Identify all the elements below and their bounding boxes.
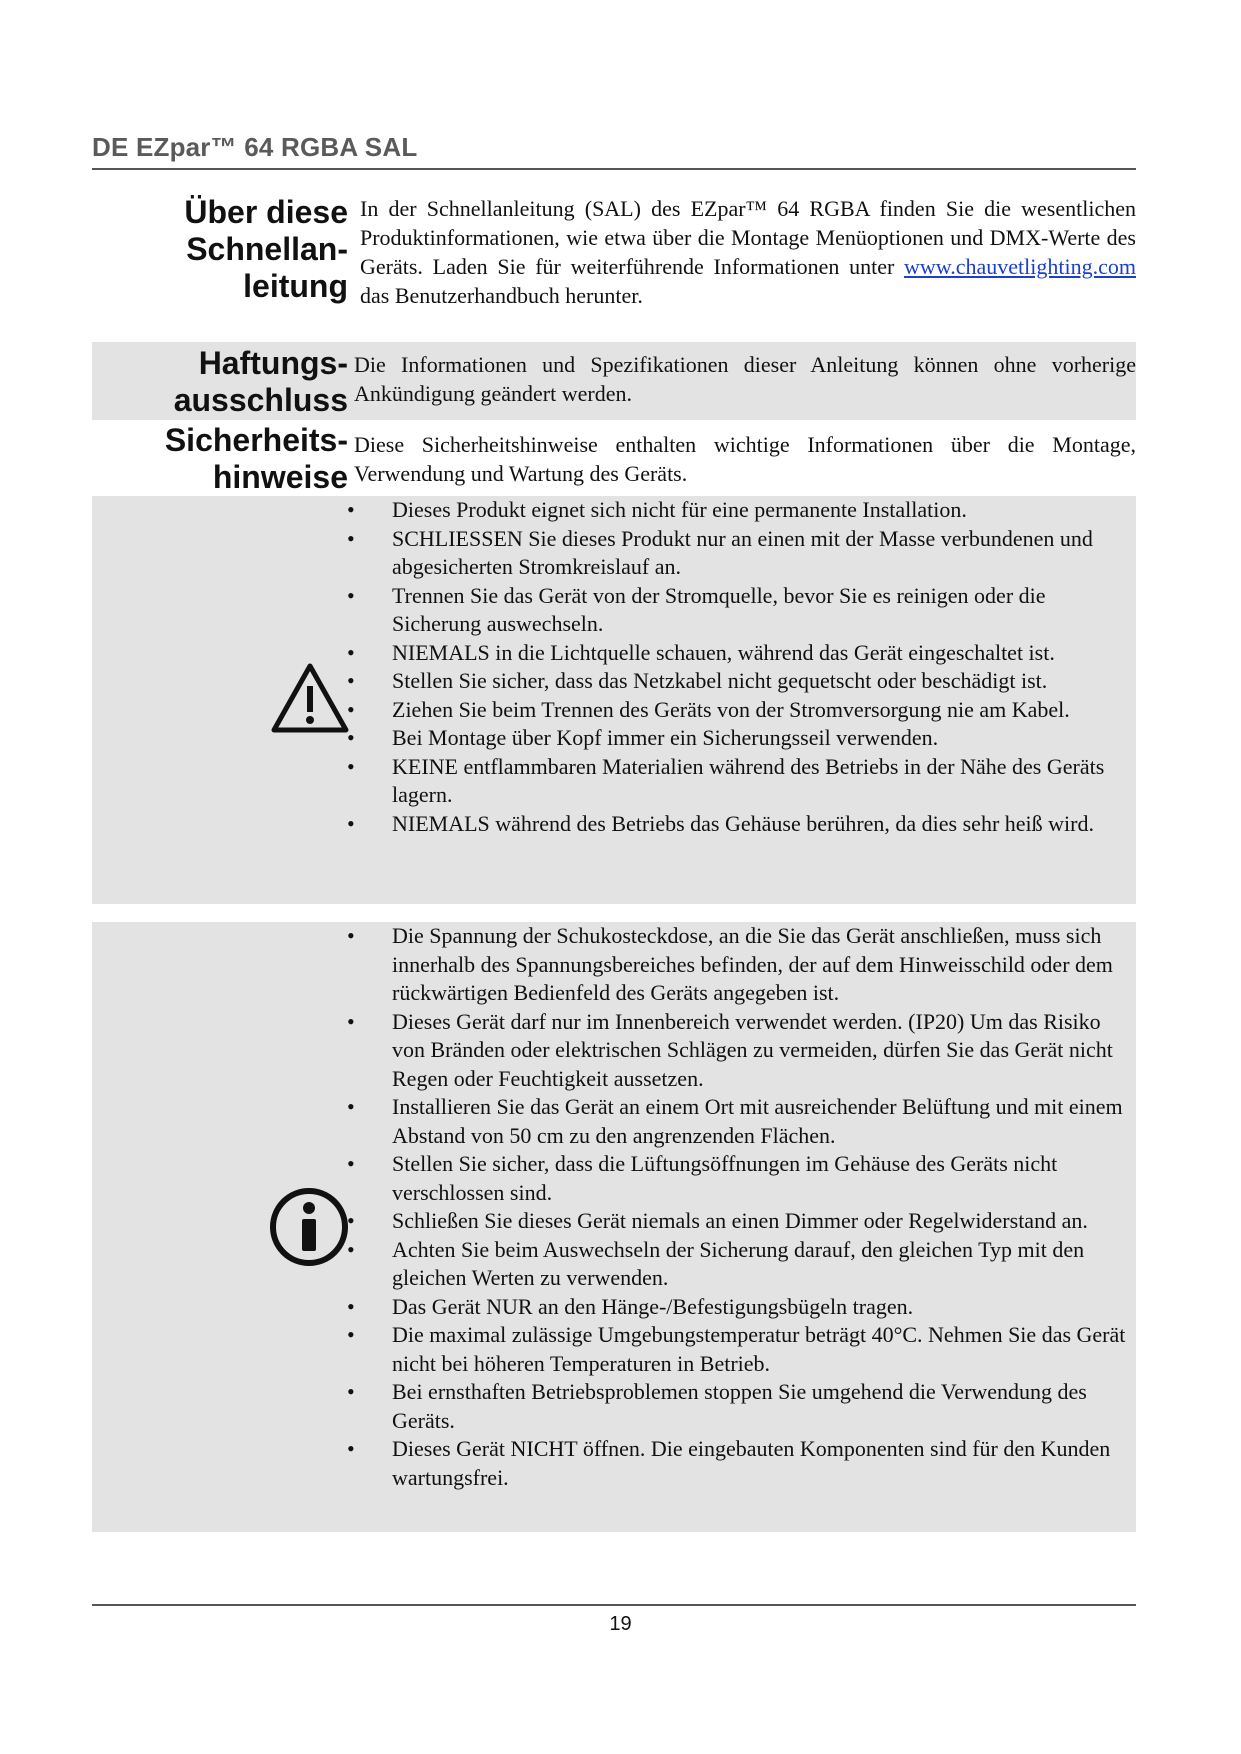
warning-triangle-icon [270,662,350,739]
list-item: • NIEMALS in die Lichtquelle schauen, während das Gerät eingeschaltet ist. [347,639,1055,665]
safety-intro-text: Diese Sicherheitshinweise enthalten wichtige Informationen über die Montage, Verwendung und Wartung des Geräts. [354,432,1136,486]
list-item: • Bei ernsthaften Betriebsproblemen stoppen Sie umgehend die Verwendung des Geräts. [347,1379,1087,1433]
list-item: • Achten Sie beim Auswechseln der Sicherung darauf, den gleichen Typ mit den gleichen Werten zu verwenden. [347,1236,1085,1290]
about-section [92,192,1136,342]
list-item: • Stellen Sie sicher, dass das Netzkabel nicht gequetscht oder beschädigt ist. [347,668,1048,693]
warning-block [92,496,1136,904]
list-item: • Die Spannung der Schukosteckdose, an die Sie das Gerät anschließen, muss sich innerhalb des Spannungsbereiches befinden, der auf dem Hinweisschild oder dem rückwärtigen Bedienfeld des Geräts angegeben ist. [347,923,1113,1005]
list-item: • Dieses Gerät NICHT öffnen. Die eingebauten Komponenten sind für den Kunden wartungsfrei. [347,1436,1111,1490]
about-heading [92,194,348,305]
about-heading-line: Schnellan- [186,231,348,267]
list-item: • Schließen Sie dieses Gerät niemals an einen Dimmer oder Regelwiderstand an. [347,1208,1088,1233]
list-item: • Dieses Produkt eignet sich nicht für eine permanente Installation. [347,497,967,522]
document-header: DE EZpar™ 64 RGBA SAL [92,132,418,162]
disclaimer-text: Die Informationen und Spezifikationen dieser Anleitung können ohne vorherige Ankündigung geändert werden. [354,352,1136,406]
footer-divider [92,1604,1136,1606]
disclaimer-heading-line: ausschluss [173,382,348,418]
about-text-after: das Benutzerhandbuch herunter. [360,283,643,308]
disclaimer-section [92,342,1136,420]
list-item: • KEINE entflammbaren Materialien während des Betriebs in der Nähe des Geräts lagern. [347,753,1105,807]
about-text [360,194,1136,310]
page-number: 19 [609,1613,632,1635]
about-heading-line: leitung [243,268,348,304]
list-item: • Die maximal zulässige Umgebungstemperatur beträgt 40°C. Nehmen Sie das Gerät nicht bei höheren Temperaturen in Betrieb. [347,1322,1126,1376]
info-circle-icon [268,1186,350,1273]
safety-intro-section [92,420,1136,496]
disclaimer-heading-line: Haftungs- [198,345,348,381]
about-heading-line: Über diese [184,194,348,230]
list-item: • Ziehen Sie beim Trennen des Geräts von der Stromversorgung nie am Kabel. [347,696,1070,722]
list-item: • Installieren Sie das Gerät an einem Ort mit ausreichender Belüftung und mit einem Abstand von 50 cm zu den angrenzenden Flächen. [347,1094,1123,1148]
warning-list [347,496,1137,838]
header-divider [92,168,1136,170]
list-item: • Das Gerät NUR an den Hänge-/Befestigungsbügeln tragen. [347,1293,914,1319]
info-list [347,922,1137,1492]
about-text-before: In der Schnellanleitung (SAL) des EZpar™ 64 RGBA finden Sie die wesentlichen Produktinformationen, wie etwa über die Montage Menüoptionen und DMX-Werte des Geräts. Laden Sie für weiterführende Informationen unter [360,196,1136,279]
list-item: • SCHLIESSEN Sie dieses Produkt nur an einen mit der Masse verbundenen und abgesicherten Stromkreislauf an. [347,525,1093,579]
list-item: • Bei Montage über Kopf immer ein Sicherungsseil verwenden. [347,725,939,750]
disclaimer-heading [92,345,348,419]
safety-heading [92,422,348,496]
list-item: • Dieses Gerät darf nur im Innenbereich verwendet werden. (IP20) Um das Risiko von Bränden oder elektrischen Schlägen zu vermeiden, dürfen Sie das Gerät nicht Regen oder Feuchtigkeit aussetzen. [347,1008,1113,1091]
list-item: • Trennen Sie das Gerät von der Stromquelle, bevor Sie es reinigen oder die Sicherung auswechseln. [347,582,1046,636]
info-block [92,922,1136,1532]
safety-heading-line: Sicherheits- [164,422,348,458]
manufacturer-link[interactable]: www.chauvetlighting.com [904,254,1136,279]
safety-heading-line: hinweise [212,459,348,495]
list-item: • NIEMALS während des Betriebs das Gehäuse berühren, da dies sehr heiß wird. [347,810,1094,836]
list-item: • Stellen Sie sicher, dass die Lüftungsöffnungen im Gehäuse des Geräts nicht verschlossen sind. [347,1151,1058,1205]
